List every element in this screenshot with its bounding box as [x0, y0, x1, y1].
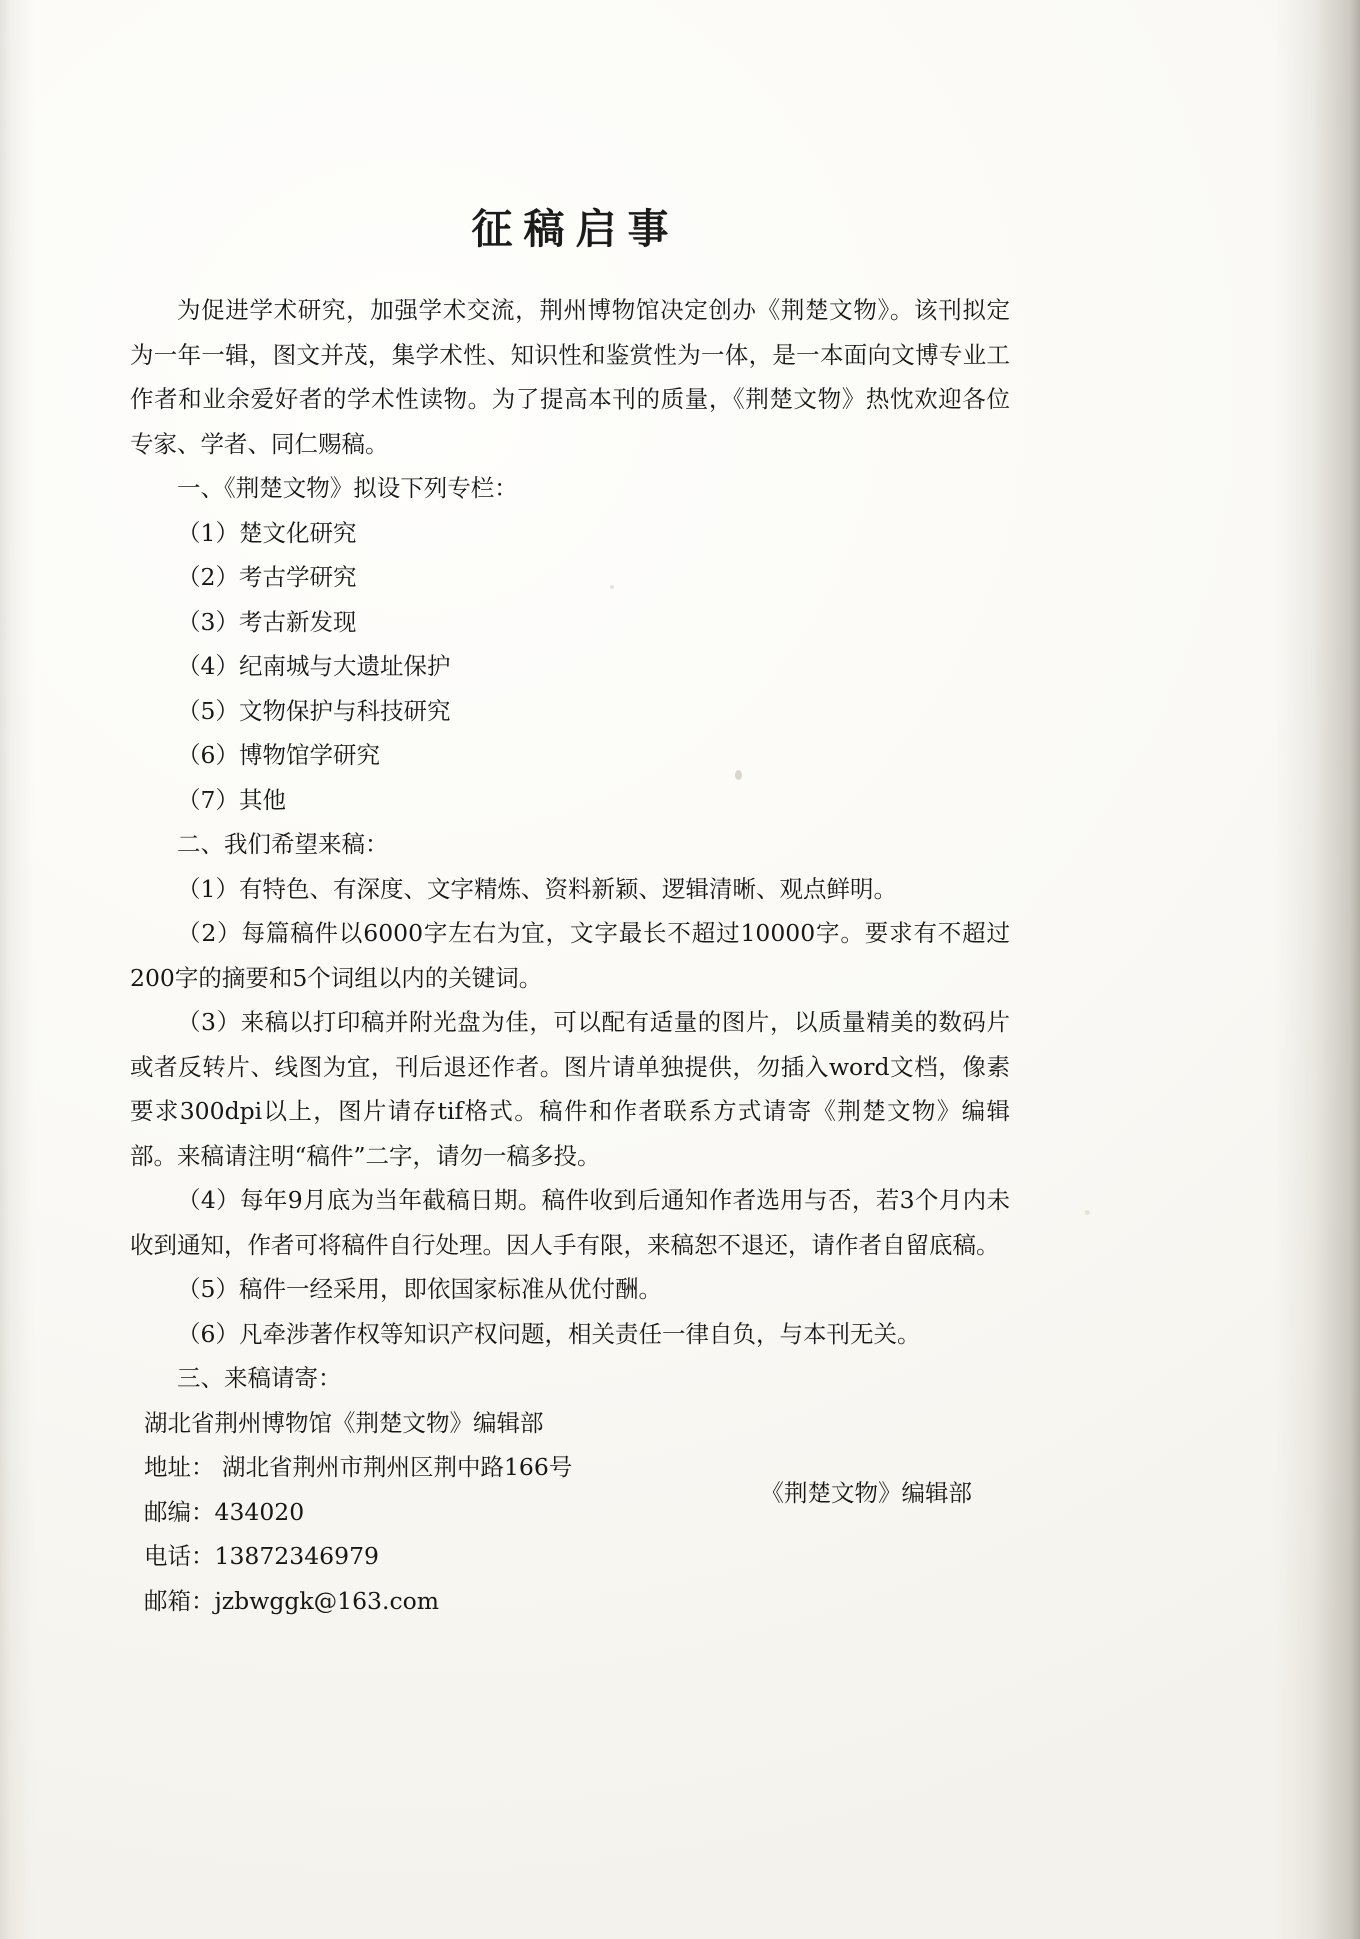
contact-phone: 电话：13872346979	[144, 1542, 379, 1570]
list-item: （2）每篇稿件以6000字左右为宜，文字最长不超过10000字。要求有不超过200字的摘要和5个词组以内的关键词。	[130, 919, 1010, 992]
list-item: （7）其他	[177, 785, 286, 814]
contact-address: 地址： 湖北省荆州市荆州区荆中路166号	[144, 1453, 573, 1481]
contact-postcode: 邮编：434020	[144, 1497, 305, 1526]
page-left-edge-shadow	[0, 0, 34, 1939]
list-item: （2）考古学研究	[177, 563, 357, 591]
list-item: （6）博物馆学研究	[177, 741, 380, 769]
contact-organization: 湖北省荆州博物馆《荆楚文物》编辑部	[144, 1408, 544, 1437]
contact-email: 邮箱：jzbwggk@163.com	[144, 1586, 440, 1615]
section-heading-three: 三、来稿请寄：	[177, 1364, 342, 1392]
signature-line: 《荆楚文物》编辑部	[760, 1479, 972, 1507]
list-item: （5）文物保护与科技研究	[177, 696, 451, 725]
paragraph-intro: 为促进学术研究，加强学术交流，荆州博物馆决定创办《荆楚文物》。该刊拟定为一年一辑，图文并茂，集学术性、知识性和鉴赏性为一体，是一本面向文博专业工作者和业余爱好者的学术性读物。为了提高本刊的质量，《荆楚文物》热忱欢迎各位专家、学者、同仁赐稿。	[130, 296, 1010, 458]
list-item: （5）稿件一经采用，即依国家标准从优付酬。	[177, 1275, 662, 1303]
document-body	[130, 288, 1010, 1623]
list-item: （4）每年9月底为当年截稿日期。稿件收到后通知作者选用与否，若3个月内未收到通知，作者可将稿件自行处理。因人手有限，来稿恕不退还，请作者自留底稿。	[130, 1186, 1010, 1259]
scan-speck	[1085, 1210, 1090, 1215]
page-right-edge-shadow	[1274, 0, 1360, 1939]
section-heading-two: 二、我们希望来稿：	[177, 830, 389, 858]
list-item: （4）纪南城与大遗址保护	[177, 652, 451, 680]
page-title: 征稿启事	[471, 205, 680, 253]
list-item: （3）考古新发现	[177, 607, 357, 636]
section-heading-one: 一、《荆楚文物》拟设下列专栏：	[177, 474, 518, 502]
document-content	[130, 0, 1010, 1939]
list-item: （1）有特色、有深度、文字精炼、资料新颖、逻辑清晰、观点鲜明。	[177, 874, 897, 903]
list-item: （3）来稿以打印稿并附光盘为佳，可以配有适量的图片，以质量精美的数码片或者反转片、线图为宜，刊后退还作者。图片请单独提供，勿插入word文档，像素要求300dpi以上，图片请存tif格式。稿件和作者联系方式请寄《荆楚文物》编辑部。来稿请注明“稿件”二字，请勿一稿多投。	[130, 1008, 1010, 1170]
list-item: （6）凡牵涉著作权等知识产权问题，相关责任一律自负，与本刊无关。	[177, 1319, 921, 1348]
list-item: （1）楚文化研究	[177, 518, 357, 547]
